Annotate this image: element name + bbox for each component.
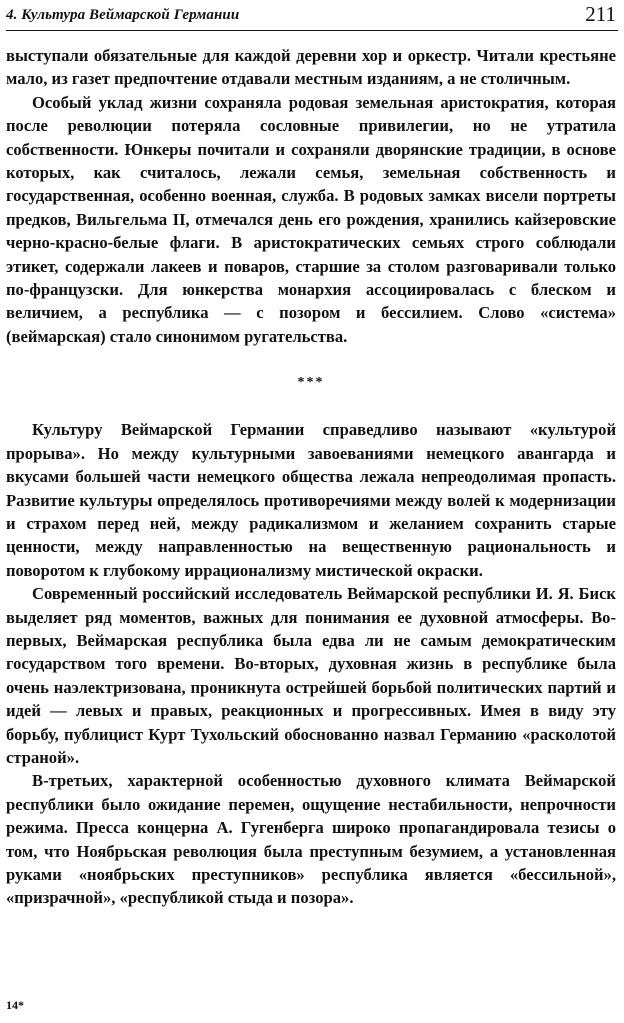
paragraph-expectation-of-change: В-третьих, характерной особенностью духовного климата Веймарской республики было ожидание перемен, ощущение нестабильности, непрочности режима. Пресса концерна А. Гугенберга широко пропагандировала тезисы о том, что Ноябрьская революция была преступным безумием, а установленная руками «ноябрьских преступников» республика является «бессильной», «призрачной», «республикой стыда и позора».: [6, 771, 616, 908]
paragraph-bisk-atmosphere: Современный российский исследователь Веймарской республики И. Я. Биск выделяет ряд моментов, важных для понимания ее духовной атмосферы. Во-первых, Веймарская республика была едва ли не самым демократическим государством того времени. Во-вторых, духовная жизнь в республике была очень наэлектризована, проникнута острейшей борьбой политических партий и идей — левых и правых, реакционных и прогрессивных. Имея в виду эту борьбу, публицист Курт Тухольский обоснованно назвал Германию «расколотой страной».: [6, 584, 616, 767]
paragraph-aristocracy: Особый уклад жизни сохраняла родовая земельная аристократия, которая после революции потеряла сословные привилегии, но не утратила собственности. Юнкеры почитали и сохраняли дворянские традиции, в основе которых, как считалось, лежали семья, земельная собственность и государственная, особенно военная, служба. В родовых замках висели портреты предков, Вильгельма II, отмечался день его рождения, хранились кайзеровские черно-красно-белые флаги. В аристократических семьях строго соблюдали этикет, содержали лакеев и поваров, старшие за столом разговаривали только по-французски. Для юнкерства монархия ассоциировалась с блеском и величием, а республика — с позором и бессилием. Слово «система» (веймарская) стало синонимом ругательства.: [6, 92, 616, 346]
paragraph-culture-breakthrough: Культуру Веймарской Германии справедливо называют «культурой прорыва». Но между культурными завоеваниями немецкого авангарда и вкусами большей части немецкого общества лежала непреодолимая пропасть. Развитие культуры определялось противоречиями между волей к модернизации и страхом перед ней, между радикализмом и желанием сохранить старые ценности, между направленностью на вещественную рациональность и поворотом к глубокому иррационализму мистической окраски.: [6, 420, 616, 580]
running-header: [6, 0, 618, 31]
signature-mark: 14*: [6, 998, 24, 1012]
page-number: 211: [585, 2, 616, 26]
paragraph-continuation: выступали обязательные для каждой деревни хор и оркестр. Читали крестьяне мало, из газет предпочтение отдавали местным изданиям, а не столичным.: [6, 46, 616, 89]
chapter-title: 4. Культура Веймарской Германии: [6, 7, 240, 23]
section-separator: ***: [297, 375, 325, 391]
body-text: [6, 44, 616, 910]
